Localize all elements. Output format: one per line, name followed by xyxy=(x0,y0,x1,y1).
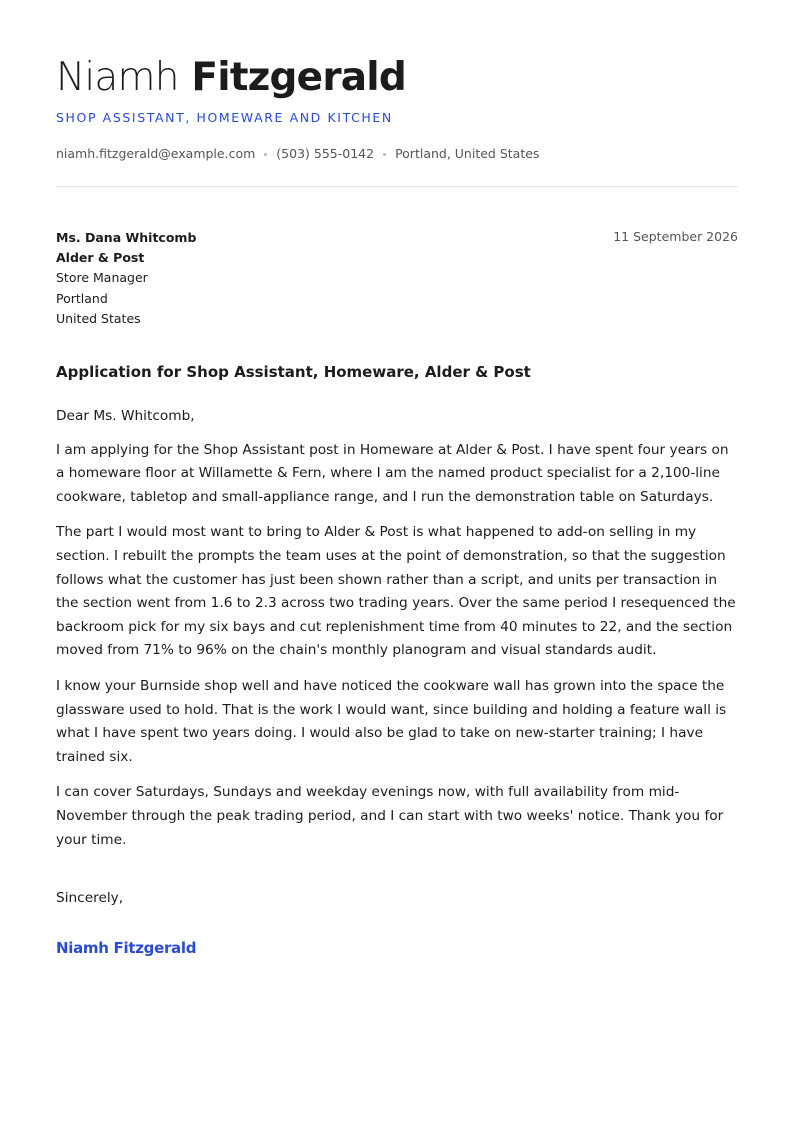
recipient-city: Portland xyxy=(56,290,108,306)
letter-paragraph: I can cover Saturdays, Sundays and weekday evenings now, with full availability from mid-November through the peak trading period, and I can start with two weeks' notice. Thank you for your time. xyxy=(56,784,724,848)
letter-closing: Sincerely, xyxy=(56,890,124,906)
contact-line xyxy=(56,146,539,162)
recipient-block xyxy=(56,228,196,329)
recipient-company: Alder & Post xyxy=(56,250,145,266)
letter-signature: Niamh Fitzgerald xyxy=(56,939,197,957)
header-divider xyxy=(56,186,738,187)
letter-date: 11 September 2026 xyxy=(613,229,738,244)
letter-body xyxy=(56,405,740,864)
contact-separator xyxy=(264,153,267,156)
recipient-name: Ms. Dana Whitcomb xyxy=(56,230,197,245)
recipient-country: United States xyxy=(56,310,141,326)
letter-paragraph: I know your Burnside shop well and have noticed the cookware wall has grown into the space the glassware used to hold. That is the work I would want, since building and holding a feature wall is what I have spent two years doing. I would also be glad to take on new-starter training; I have trained six. xyxy=(56,677,727,765)
letter-subject: Application for Shop Assistant, Homeware, Alder & Post xyxy=(56,363,531,381)
applicant-name xyxy=(56,52,406,104)
contact-location: Portland, United States xyxy=(395,146,540,161)
letter-paragraph: I am applying for the Shop Assistant post in Homeware at Alder & Post. I have spent four years on a homeware floor at Willamette & Fern, where I am the named product specialist for a 2,100-line cookware, tabletop and small-appliance range, and I run the demonstration table on Saturdays. xyxy=(56,441,729,505)
contact-email[interactable]: niamh.fitzgerald@example.com xyxy=(56,146,256,161)
contact-phone[interactable]: (503) 555-0142 xyxy=(276,146,375,161)
applicant-role: SHOP ASSISTANT, HOMEWARE AND KITCHEN xyxy=(56,110,393,125)
letter-salutation: Dear Ms. Whitcomb, xyxy=(56,408,195,424)
applicant-first-name: Niamh xyxy=(56,55,179,100)
applicant-last-name: Fitzgerald xyxy=(191,55,406,100)
recipient-title: Store Manager xyxy=(56,270,148,286)
letter-paragraph: The part I would most want to bring to Alder & Post is what happened to add-on selling in my section. I rebuilt the prompts the team uses at the point of demonstration, so that the suggestion follows what the customer has just been shown rather than a script, and units per transaction in the section went from 1.6 to 2.3 across two trading years. Over the same period I resequenced the backroom pick for my six bays and cut replenishment time from 40 minutes to 22, and the section moved from 71% to 96% on the chain's monthly planogram and visual standards audit. xyxy=(56,524,736,659)
contact-separator xyxy=(383,153,386,156)
